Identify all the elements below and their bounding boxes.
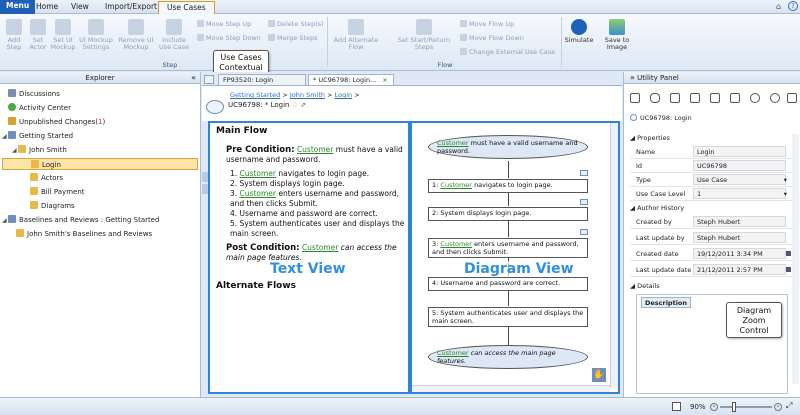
author-history-section[interactable]: ◢ Author History [630, 204, 685, 212]
properties-section[interactable]: ◢ Properties [630, 134, 670, 142]
zoom-in-icon[interactable]: › [774, 403, 782, 411]
merge-icon [268, 34, 275, 41]
ribbon-separator [561, 17, 562, 67]
include-icon [166, 19, 182, 35]
connector [508, 161, 509, 178]
post-condition: Post Condition: Customer can access the main page features. [226, 243, 397, 262]
step-3: 3. Customer enters username and password, and then clicks Submit. [230, 189, 400, 208]
help-icon[interactable]: ? [788, 1, 798, 11]
connector [508, 327, 509, 345]
expand-icon[interactable]: ◢ [12, 147, 17, 154]
folder-icon [30, 173, 38, 181]
diagram-view-pane [410, 121, 620, 394]
start-node[interactable]: Customer must have a valid username and password. [428, 135, 588, 159]
add-alternate-flow-button[interactable]: Add Alternate Flow [330, 19, 382, 51]
expand-panel-icon[interactable]: » [630, 73, 635, 82]
share-icon[interactable]: ⇗ [300, 101, 307, 109]
diagram-step-4[interactable]: 4: Username and password are correct. [428, 277, 588, 291]
set-ui-mockup-button[interactable]: Set UI Mockup [50, 19, 76, 51]
tree-item-john-smith-baselines[interactable]: John Smith's Baselines and Reviews [0, 228, 201, 240]
trace-icon[interactable] [730, 93, 740, 103]
text-view-pane [208, 121, 410, 394]
simulate-button[interactable]: Simulate [563, 19, 595, 44]
contextual-callout: Use Cases Contextual [213, 50, 269, 74]
breadcrumb-getting-started[interactable]: Getting Started [230, 91, 281, 99]
actor-link[interactable]: Customer [239, 189, 276, 198]
step-5: 5. System authenticates user and displays the main screen. [230, 219, 405, 238]
actor-link[interactable]: Customer [296, 145, 334, 154]
tab-list-icon[interactable] [204, 75, 214, 84]
include-use-case-button[interactable]: Include Use Case [157, 19, 191, 51]
property-row: Use Case Level 1 ▾ [630, 188, 793, 201]
mockup-icon [55, 19, 71, 35]
set-start-return-button[interactable]: Set Start/Return Steps [392, 19, 456, 51]
tree-item-john-smith[interactable]: ◢ John Smith [0, 144, 201, 156]
ui-mockup-settings-button[interactable]: UI Mockup Settings [77, 19, 115, 51]
delete-steps-button[interactable]: Delete Step(s) [268, 20, 324, 28]
main-flow-heading: Main Flow [216, 126, 268, 136]
history-icon[interactable] [770, 93, 780, 103]
property-row: Created date 19/12/2011 3:34 PM [630, 248, 793, 261]
save-to-image-button[interactable]: Save to Image [600, 19, 634, 51]
tree-item-login[interactable]: Login [2, 158, 198, 170]
object-name: UC96798: Login [630, 114, 692, 122]
ribbon-separator [327, 17, 328, 67]
arrow-up-icon [460, 20, 467, 27]
use-case-icon [630, 114, 637, 121]
move-flow-up-button[interactable]: Move Flow Up [460, 20, 514, 28]
arrow-down-icon [460, 34, 467, 41]
chevron-down-icon[interactable]: ▾ [783, 176, 787, 184]
actor-icon [30, 19, 46, 35]
expand-icon[interactable]: ◢ [2, 133, 7, 140]
tab-view[interactable]: View [71, 2, 89, 11]
mockup-icon[interactable] [580, 199, 588, 205]
utility-panel [623, 72, 800, 397]
explorer-header [0, 72, 200, 84]
utility-scrollbar[interactable] [792, 134, 799, 384]
vertical-scrollbar[interactable] [610, 123, 618, 388]
arrow-down-icon [197, 34, 204, 41]
flow-group-label: Flow [437, 61, 453, 69]
properties-icon[interactable] [630, 93, 640, 103]
property-row: Type Use Case ▾ [630, 174, 793, 187]
connector [508, 291, 509, 306]
comments-icon[interactable] [650, 93, 660, 103]
diagram-step-5[interactable]: 5: System authenticates user and displays the main screen. [428, 307, 588, 327]
level-select[interactable]: 1 [693, 188, 786, 199]
tree-item-actors[interactable]: Actors [0, 172, 201, 184]
diagram-step-3[interactable]: 3: Customer enters username and password, and then clicks Submit. [428, 238, 588, 258]
zoom-out-icon[interactable]: ‹ [710, 403, 718, 411]
collapse-ribbon-icon[interactable]: ⌂ [776, 2, 782, 11]
actor-link[interactable]: Customer [239, 169, 276, 178]
fit-to-screen-icon[interactable] [672, 402, 681, 411]
discussion-icon [8, 89, 16, 97]
search-icon[interactable] [750, 93, 760, 103]
folder-icon [31, 160, 39, 168]
actor-link[interactable]: Customer [301, 243, 339, 252]
horizontal-scrollbar[interactable] [412, 385, 610, 392]
diagram-step-1[interactable]: 1: Customer navigates to login page. [428, 179, 588, 193]
step-4: 4. Username and password are correct. [230, 209, 378, 218]
document-header [202, 85, 622, 121]
delete-icon [268, 20, 275, 27]
add-flow-icon [348, 19, 364, 35]
tree-item-bill-payment[interactable]: Bill Payment [0, 186, 201, 198]
calendar-icon[interactable] [786, 251, 791, 256]
mockup-icon[interactable] [580, 170, 588, 176]
chevron-down-icon[interactable]: ▾ [783, 190, 787, 198]
change-external-use-case-button[interactable]: Change External Use Case [460, 48, 555, 56]
property-row: Id UC96798 [630, 160, 793, 173]
tree-item-unpublished[interactable]: Unpublished Changes(1) [0, 116, 201, 128]
ribbon [0, 14, 800, 71]
mockup-settings-icon [88, 19, 104, 35]
calendar-icon[interactable] [786, 267, 791, 272]
start-return-icon [416, 19, 432, 35]
property-row: Last update date 21/12/2011 2:57 PM [630, 264, 793, 277]
step-group-label: Step [162, 61, 178, 69]
breadcrumb-login[interactable]: Login [334, 91, 353, 99]
external-icon [460, 48, 467, 55]
unpublished-count: 1 [98, 118, 103, 126]
tree-item-activity-center[interactable]: Activity Center [0, 102, 201, 114]
breadcrumb-john-smith[interactable]: John Smith [289, 91, 326, 99]
tree-item-discussions[interactable]: Discussions [0, 88, 201, 100]
set-actor-button[interactable]: Set Actor [27, 19, 49, 51]
tab-import-export[interactable]: Import/Export [105, 2, 157, 11]
add-step-icon [6, 19, 22, 35]
utility-title: Utility Panel [637, 74, 679, 82]
image-icon [609, 19, 625, 35]
arrow-up-icon [197, 20, 204, 27]
folder-icon [18, 145, 26, 153]
document-title: UC96798: * Login ☆ ⇗ [228, 101, 307, 109]
zoom-callout: Diagram Zoom Control [726, 302, 782, 338]
tab-fp93520[interactable]: FP93520: Login [218, 74, 306, 85]
end-node[interactable]: Customer can access the main page features. [428, 345, 588, 369]
breadcrumb: Getting Started > John Smith > Login > [230, 91, 360, 99]
step-2: 2. System displays login page. [230, 179, 345, 188]
status-bar [0, 397, 800, 415]
tab-home[interactable]: Home [36, 2, 59, 11]
pan-icon[interactable]: ✋ [593, 370, 605, 380]
calendar-icon[interactable] [787, 93, 797, 103]
star-icon[interactable]: ☆ [291, 101, 298, 109]
use-case-icon [206, 100, 224, 114]
add-step-button[interactable]: Add Step [2, 19, 26, 51]
alternate-flows-heading: Alternate Flows [216, 281, 297, 291]
diagram-view-callout: Diagram View [464, 261, 574, 277]
activity-icon [8, 103, 16, 111]
play-icon [571, 19, 587, 35]
expand-icon[interactable]: ◢ [2, 217, 7, 224]
project-icon [8, 131, 16, 139]
lock-icon [8, 117, 16, 125]
move-step-up-button[interactable]: Move Step Up [197, 20, 251, 28]
tab-uc96798[interactable]: * UC96798: Login... × [308, 74, 394, 85]
remove-mockup-icon [128, 19, 144, 35]
connector [508, 193, 509, 206]
collapse-icon[interactable]: « [191, 73, 196, 82]
property-row: Created by Steph Hubert [630, 216, 793, 229]
folder-icon [30, 201, 38, 209]
collapse-icon[interactable] [710, 93, 720, 103]
type-select[interactable]: Use Case [693, 174, 786, 185]
zoom-level: 90% [690, 403, 706, 411]
tab-use-cases[interactable]: Use Cases [158, 1, 215, 14]
tree-item-diagrams[interactable]: Diagrams [0, 200, 201, 212]
folder-icon [16, 229, 24, 237]
edit-icon[interactable] [690, 93, 700, 103]
utility-header [624, 72, 800, 84]
text-view-callout: Text View [270, 261, 346, 277]
baseline-icon [8, 215, 16, 223]
menu-bar [0, 0, 800, 14]
zoom-slider-handle[interactable] [732, 402, 736, 412]
tree-item-getting-started[interactable]: ◢ Getting Started [0, 130, 201, 142]
connector [508, 221, 509, 237]
zoom-slider[interactable] [720, 406, 772, 408]
remove-ui-mockup-button[interactable]: Remove UI Mockup [116, 19, 156, 51]
explorer-panel [0, 72, 201, 397]
property-row: Name Login [630, 146, 793, 159]
details-section[interactable]: ◢ Details [630, 282, 660, 290]
resize-icon[interactable]: ⤢ [786, 401, 793, 410]
name-field[interactable]: Login [693, 146, 786, 157]
editor-area [202, 72, 622, 397]
mockup-icon[interactable] [580, 229, 588, 235]
tree-item-baselines[interactable]: ◢ Baselines and Reviews : Getting Started [0, 214, 201, 226]
merge-steps-button[interactable]: Merge Steps [268, 34, 318, 42]
move-flow-down-button[interactable]: Move Flow Down [460, 34, 524, 42]
step-1: 1. Customer navigates to login page. [230, 169, 370, 178]
property-row: Last update by Steph Hubert [630, 232, 793, 245]
move-step-down-button[interactable]: Move Step Down [197, 34, 261, 42]
pre-condition: Pre Condition: Customer must have a valid username and password. [226, 145, 403, 164]
diagram-step-2[interactable]: 2: System displays login page. [428, 207, 588, 221]
close-tab-icon[interactable]: × [382, 76, 388, 84]
id-field: UC96798 [693, 160, 786, 171]
description-tab[interactable]: Description [641, 297, 691, 308]
menu-tab[interactable]: Menu [0, 0, 35, 14]
folder-icon [30, 187, 38, 195]
explorer-title: Explorer [85, 74, 115, 82]
attachment-icon[interactable] [670, 93, 680, 103]
